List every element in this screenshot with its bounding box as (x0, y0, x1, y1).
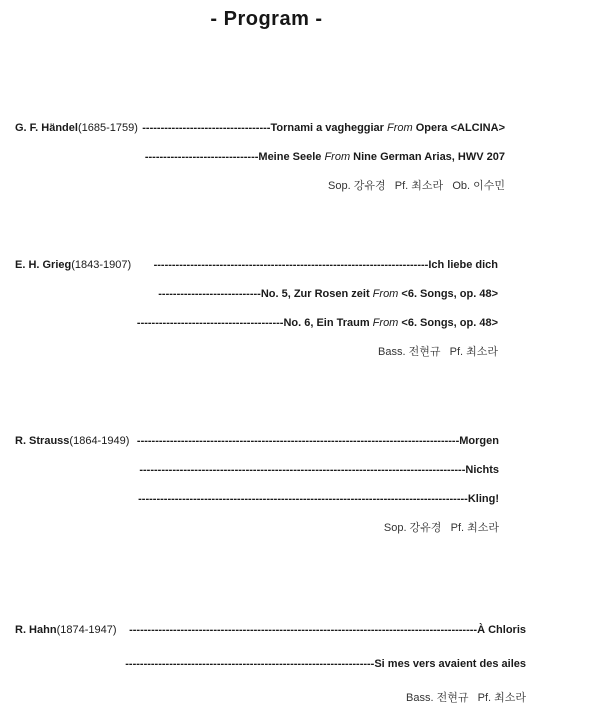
song-source: Opera <ALCINA> (415, 122, 505, 134)
composer-name (15, 613, 117, 647)
section-strauss (0, 427, 600, 543)
composer-name (15, 251, 131, 280)
program-title: - Program - (210, 8, 323, 30)
song-source: Nine German Arias, HWV 207 (353, 151, 505, 163)
song-title: Meine Seele (258, 151, 322, 163)
song-line (0, 280, 498, 309)
performers-line: Bass. 전현규 Pf. 최소라 (406, 692, 526, 704)
song-source: <6. Songs, op. 48> (401, 288, 498, 300)
song-title: Kling! (467, 493, 499, 505)
song-from: From (369, 288, 402, 300)
song-title: À Chloris (477, 624, 526, 636)
song-from: From (369, 317, 402, 329)
song-title: No. 5, Zur Rosen zeit (260, 288, 370, 300)
song-title: Nichts (465, 464, 499, 476)
song-dashes: -------------------------------------------------------------------- (125, 658, 375, 670)
composer-name (15, 427, 129, 456)
composer-dates: (1864-1949) (69, 435, 130, 447)
song-title: Tornami a vagheggiar (270, 122, 384, 134)
song-line (0, 456, 499, 485)
song-dashes: ---------------------------------------------------------------------------------------- (136, 435, 460, 447)
performers-line: Sop. 강유경 Pf. 최소라 Ob. 이수민 (328, 180, 505, 192)
song-line (0, 143, 505, 172)
section-hahn (0, 613, 600, 708)
composer-label: E. H. Grieg (15, 259, 72, 271)
composer-dates: (1874-1947) (56, 624, 117, 636)
song-dashes: ----------------------------------- (142, 122, 271, 134)
song-line (0, 309, 498, 338)
song-dashes: ---------------------------- (158, 288, 261, 300)
song-title: Si mes vers avaient des ailes (374, 658, 526, 670)
composer-name (15, 114, 138, 143)
song-dashes: ------------------------------- (144, 151, 259, 163)
song-from: From (383, 122, 416, 134)
section-handel (0, 114, 600, 201)
song-dashes: ----------------------------------------------------------------------------------------------- (129, 624, 478, 636)
song-dashes: ---------------------------------------- (136, 317, 284, 329)
section-grieg (0, 251, 600, 367)
song-line (0, 647, 526, 681)
song-title: Ich liebe dich (428, 259, 498, 271)
composer-label: R. Strauss (15, 435, 70, 447)
composer-dates: (1843-1907) (71, 259, 132, 271)
song-dashes: ----------------------------------------------------------------------------------------- (139, 464, 466, 476)
composer-label: G. F. Händel (15, 122, 78, 134)
song-dashes: ------------------------------------------------------------------------------------------ (138, 493, 468, 505)
song-dashes: --------------------------------------------------------------------------- (153, 259, 429, 271)
song-title: No. 6, Ein Traum (283, 317, 370, 329)
song-title: Morgen (459, 435, 499, 447)
composer-dates: (1685-1759) (77, 122, 138, 134)
composer-label: R. Hahn (15, 624, 57, 636)
song-from: From (321, 151, 354, 163)
performers-line: Bass. 전현규 Pf. 최소라 (378, 346, 498, 358)
song-line (0, 485, 499, 514)
performers-line: Sop. 강유경 Pf. 최소라 (383, 522, 499, 534)
song-source: <6. Songs, op. 48> (401, 317, 498, 329)
